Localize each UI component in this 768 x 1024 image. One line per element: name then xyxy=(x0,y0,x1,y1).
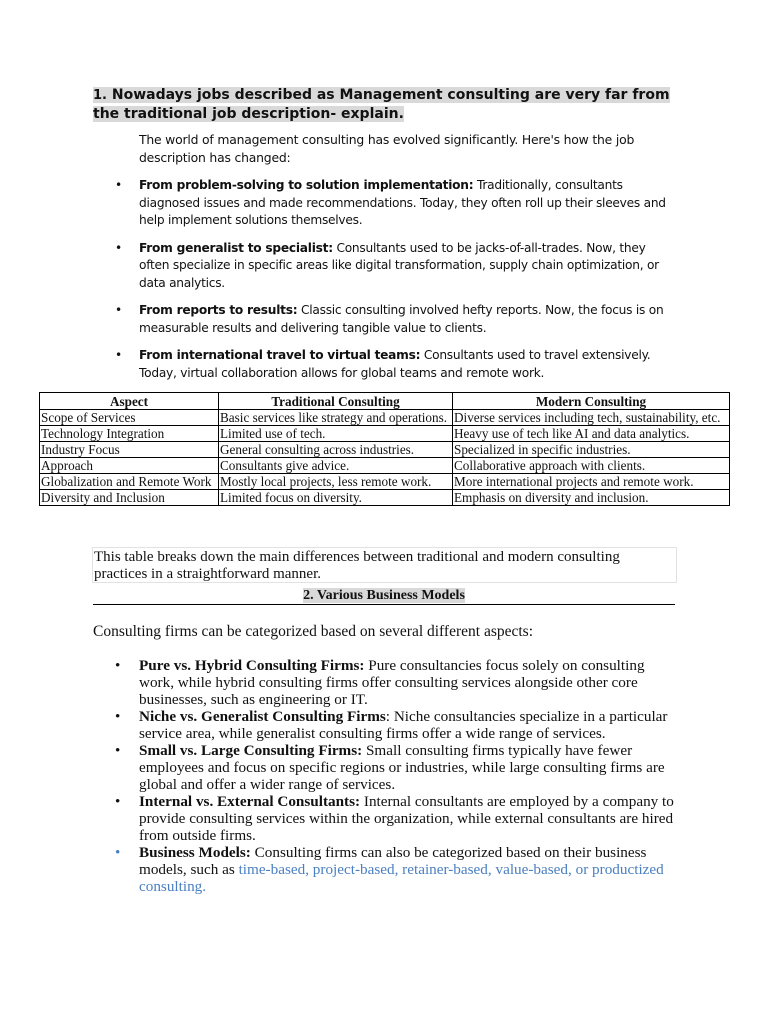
table-cell: Collaborative approach with clients. xyxy=(453,458,730,474)
bullet-term: Internal vs. External Consultants: xyxy=(139,793,361,810)
bullet-icon: • xyxy=(115,708,121,725)
table-cell: General consulting across industries. xyxy=(219,442,453,458)
table-cell: More international projects and remote work. xyxy=(453,474,730,490)
bullet-term: Niche vs. Generalist Consulting Firms xyxy=(139,708,386,725)
bullet-icon: • xyxy=(115,178,122,192)
section-2-intro: Consulting firms can be categorized based on several different aspects: xyxy=(93,623,534,640)
table-cell: Scope of Services xyxy=(40,410,219,426)
table-cell: Mostly local projects, less remote work. xyxy=(219,474,453,490)
bullet-term: From reports to results: xyxy=(139,303,298,317)
table-row xyxy=(40,410,730,426)
table-cell: Heavy use of tech like AI and data analytics. xyxy=(453,426,730,442)
table-cell: Technology Integration xyxy=(40,426,219,442)
table-cell: Consultants give advice. xyxy=(219,458,453,474)
section-1-heading xyxy=(93,86,678,123)
bullet-text: Small consulting firms typically have fewer employees and focus on specific regions or industries, while large consulting firms are global and offer a wider range of services. xyxy=(139,742,665,793)
bullet-text: Consultants used to be jacks-of-all-trades. Now, they often specialize in specific areas like digital transformation, supply chain optimization, or data analytics. xyxy=(139,240,659,290)
column-header: Aspect xyxy=(40,393,219,410)
table-row xyxy=(40,426,730,442)
bullet-text: Traditionally, consultants diagnosed issues and made recommendations. Today, they often roll up their sleeves and help implement solutions themselves. xyxy=(139,178,666,227)
list-item xyxy=(115,793,680,844)
table-note: This table breaks down the main differences between traditional and modern consulting practices in a straightforward manner. xyxy=(92,547,677,583)
bullet-icon: • xyxy=(115,844,121,861)
bullet-icon: • xyxy=(115,303,122,317)
bullet-term: Business Models: xyxy=(139,844,251,861)
table-cell: Specialized in specific industries. xyxy=(453,442,730,458)
section-1-intro: The world of management consulting has evolved significantly. Here's how the job description has changed: xyxy=(139,132,635,165)
bullet-icon: • xyxy=(115,657,121,674)
table-cell: Limited use of tech. xyxy=(219,426,453,442)
table-row xyxy=(40,458,730,474)
comparison-table xyxy=(39,392,730,506)
column-header: Traditional Consulting xyxy=(219,393,453,410)
bullet-term: From international travel to virtual teams: xyxy=(139,348,421,362)
list-item xyxy=(115,240,675,293)
table-cell: Limited focus on diversity. xyxy=(219,490,453,506)
table-cell: Diversity and Inclusion xyxy=(40,490,219,506)
list-item xyxy=(115,844,680,895)
table-cell: Globalization and Remote Work xyxy=(40,474,219,490)
bullet-term: Pure vs. Hybrid Consulting Firms: xyxy=(139,657,365,674)
bullet-text: Internal consultants are employed by a company to provide consulting services within the organization, while external consultants are hired from outside firms. xyxy=(139,793,674,844)
bullet-text: Consulting firms can also be categorized based on their business models, such as xyxy=(139,844,647,878)
list-item xyxy=(115,657,680,708)
section-1-heading-text: Nowadays jobs described as Management consulting are very far from the traditional job description- explain. xyxy=(93,87,670,122)
table-row xyxy=(40,474,730,490)
bullet-text: Pure consultancies focus solely on consulting work, while hybrid consulting firms offer consulting services alongside other core businesses, such as engineering or IT. xyxy=(139,657,645,708)
table-cell: Diverse services including tech, sustainability, etc. xyxy=(453,410,730,426)
section-2-bullet-list xyxy=(115,657,680,895)
bullet-text: Classic consulting involved hefty reports. Now, the focus is on measurable results and delivering tangible value to clients. xyxy=(139,303,664,335)
section-2-heading xyxy=(93,587,675,605)
table-header-row xyxy=(40,393,730,410)
table-cell: Basic services like strategy and operations. xyxy=(219,410,453,426)
list-item xyxy=(115,708,680,742)
column-header: Modern Consulting xyxy=(453,393,730,410)
bullet-text: : Niche consultancies specialize in a particular service area, while generalist consulting firms offer a wide range of services. xyxy=(139,708,668,742)
list-item xyxy=(115,302,675,337)
table-row xyxy=(40,442,730,458)
table-cell: Approach xyxy=(40,458,219,474)
section-number: 1. xyxy=(93,88,107,103)
table-cell: Industry Focus xyxy=(40,442,219,458)
section-2-heading-text: 2. Various Business Models xyxy=(303,588,465,603)
bullet-text: Consultants used to travel extensively. Today, virtual collaboration allows for global teams and remote work. xyxy=(139,348,651,380)
table-row xyxy=(40,490,730,506)
section-1-bullet-list xyxy=(115,177,675,392)
list-item xyxy=(115,177,675,230)
business-model-types-text: time-based, project-based, retainer-based, value-based, or productized consulting. xyxy=(139,861,664,895)
bullet-term: Small vs. Large Consulting Firms: xyxy=(139,742,363,759)
list-item xyxy=(115,742,680,793)
table-cell: Emphasis on diversity and inclusion. xyxy=(453,490,730,506)
list-item xyxy=(115,347,675,382)
bullet-icon: • xyxy=(115,240,122,255)
bullet-term: From generalist to specialist: xyxy=(139,240,333,255)
bullet-icon: • xyxy=(115,348,122,362)
bullet-icon: • xyxy=(115,742,121,759)
bullet-icon: • xyxy=(115,793,121,810)
bullet-term: From problem-solving to solution implementation: xyxy=(139,178,474,192)
